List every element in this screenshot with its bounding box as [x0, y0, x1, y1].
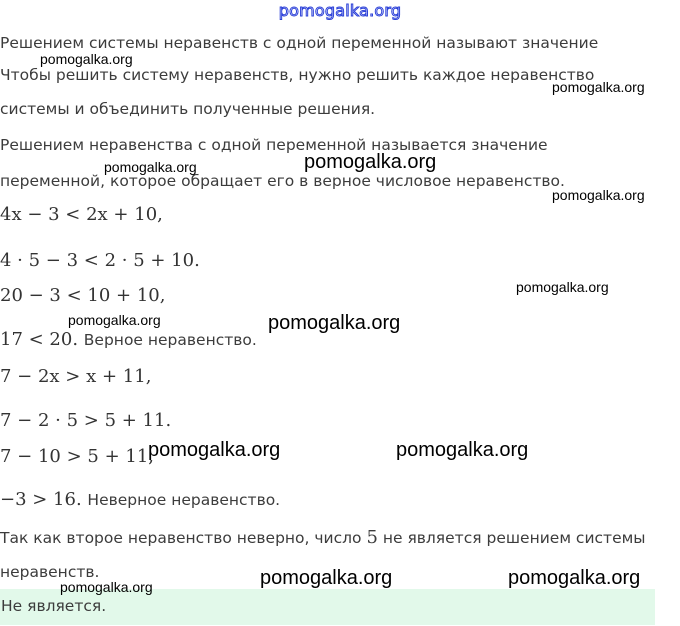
- watermark: pomogalka.org: [552, 79, 645, 95]
- inequality-1-substituted: 4 · 5 − 3 < 2 · 5 + 10.: [0, 250, 200, 271]
- watermark: pomogalka.org: [396, 439, 529, 461]
- watermark: pomogalka.org: [148, 439, 281, 461]
- inequality-1-verdict: Верное неравенство.: [83, 331, 257, 349]
- inequality-1-simplified: 20 − 3 < 10 + 10,: [0, 285, 166, 306]
- inequality-1-result: [0, 329, 257, 350]
- inequality-2-substituted: 7 − 2 · 5 > 5 + 11.: [0, 410, 172, 431]
- inequality-1-result-math: 17 < 20.: [0, 329, 79, 350]
- watermark: pomogalka.org: [68, 312, 161, 328]
- watermark: pomogalka.org: [260, 567, 393, 589]
- inequality-2: 7 − 2x > x + 11,: [0, 366, 152, 387]
- watermark: pomogalka.org: [304, 151, 437, 173]
- watermark: pomogalka.org: [104, 159, 197, 175]
- watermark: pomogalka.org: [552, 187, 645, 203]
- inequality-2-result-math: −3 > 16.: [0, 489, 82, 510]
- paragraph-definition: Решением системы неравенств с одной переменной называют значение: [0, 34, 599, 52]
- paragraph-method-line1: Чтобы решить систему неравенств, нужно решить каждое неравенство: [0, 66, 595, 84]
- watermark-top: pomogalka.org: [278, 1, 402, 20]
- paragraph-method-line2: системы и объединить полученные решения.: [0, 100, 376, 118]
- inequality-2-result: [0, 489, 280, 510]
- conclusion-number: 5: [366, 527, 378, 548]
- paragraph-solution-line2: переменной, которое обращает его в верное числовое неравенство.: [0, 172, 565, 190]
- inequality-2-verdict: Неверное неравенство.: [87, 491, 281, 509]
- conclusion-part1: Так как второе неравенство неверно, число: [0, 529, 367, 547]
- conclusion-part2: не является решением системы: [377, 529, 646, 547]
- watermark: pomogalka.org: [508, 567, 641, 589]
- inequality-1: 4x − 3 < 2x + 10,: [0, 204, 163, 225]
- conclusion-line1: [0, 527, 646, 548]
- conclusion-line2: неравенств.: [0, 563, 100, 581]
- watermark: pomogalka.org: [60, 579, 153, 595]
- watermark: pomogalka.org: [516, 279, 609, 295]
- watermark: pomogalka.org: [268, 312, 401, 334]
- watermark: pomogalka.org: [40, 51, 133, 67]
- inequality-2-simplified: 7 − 10 > 5 + 11,: [0, 446, 155, 467]
- paragraph-solution-line1: Решением неравенства с одной переменной называется значение: [0, 136, 548, 154]
- answer-text: Не является.: [1, 597, 107, 615]
